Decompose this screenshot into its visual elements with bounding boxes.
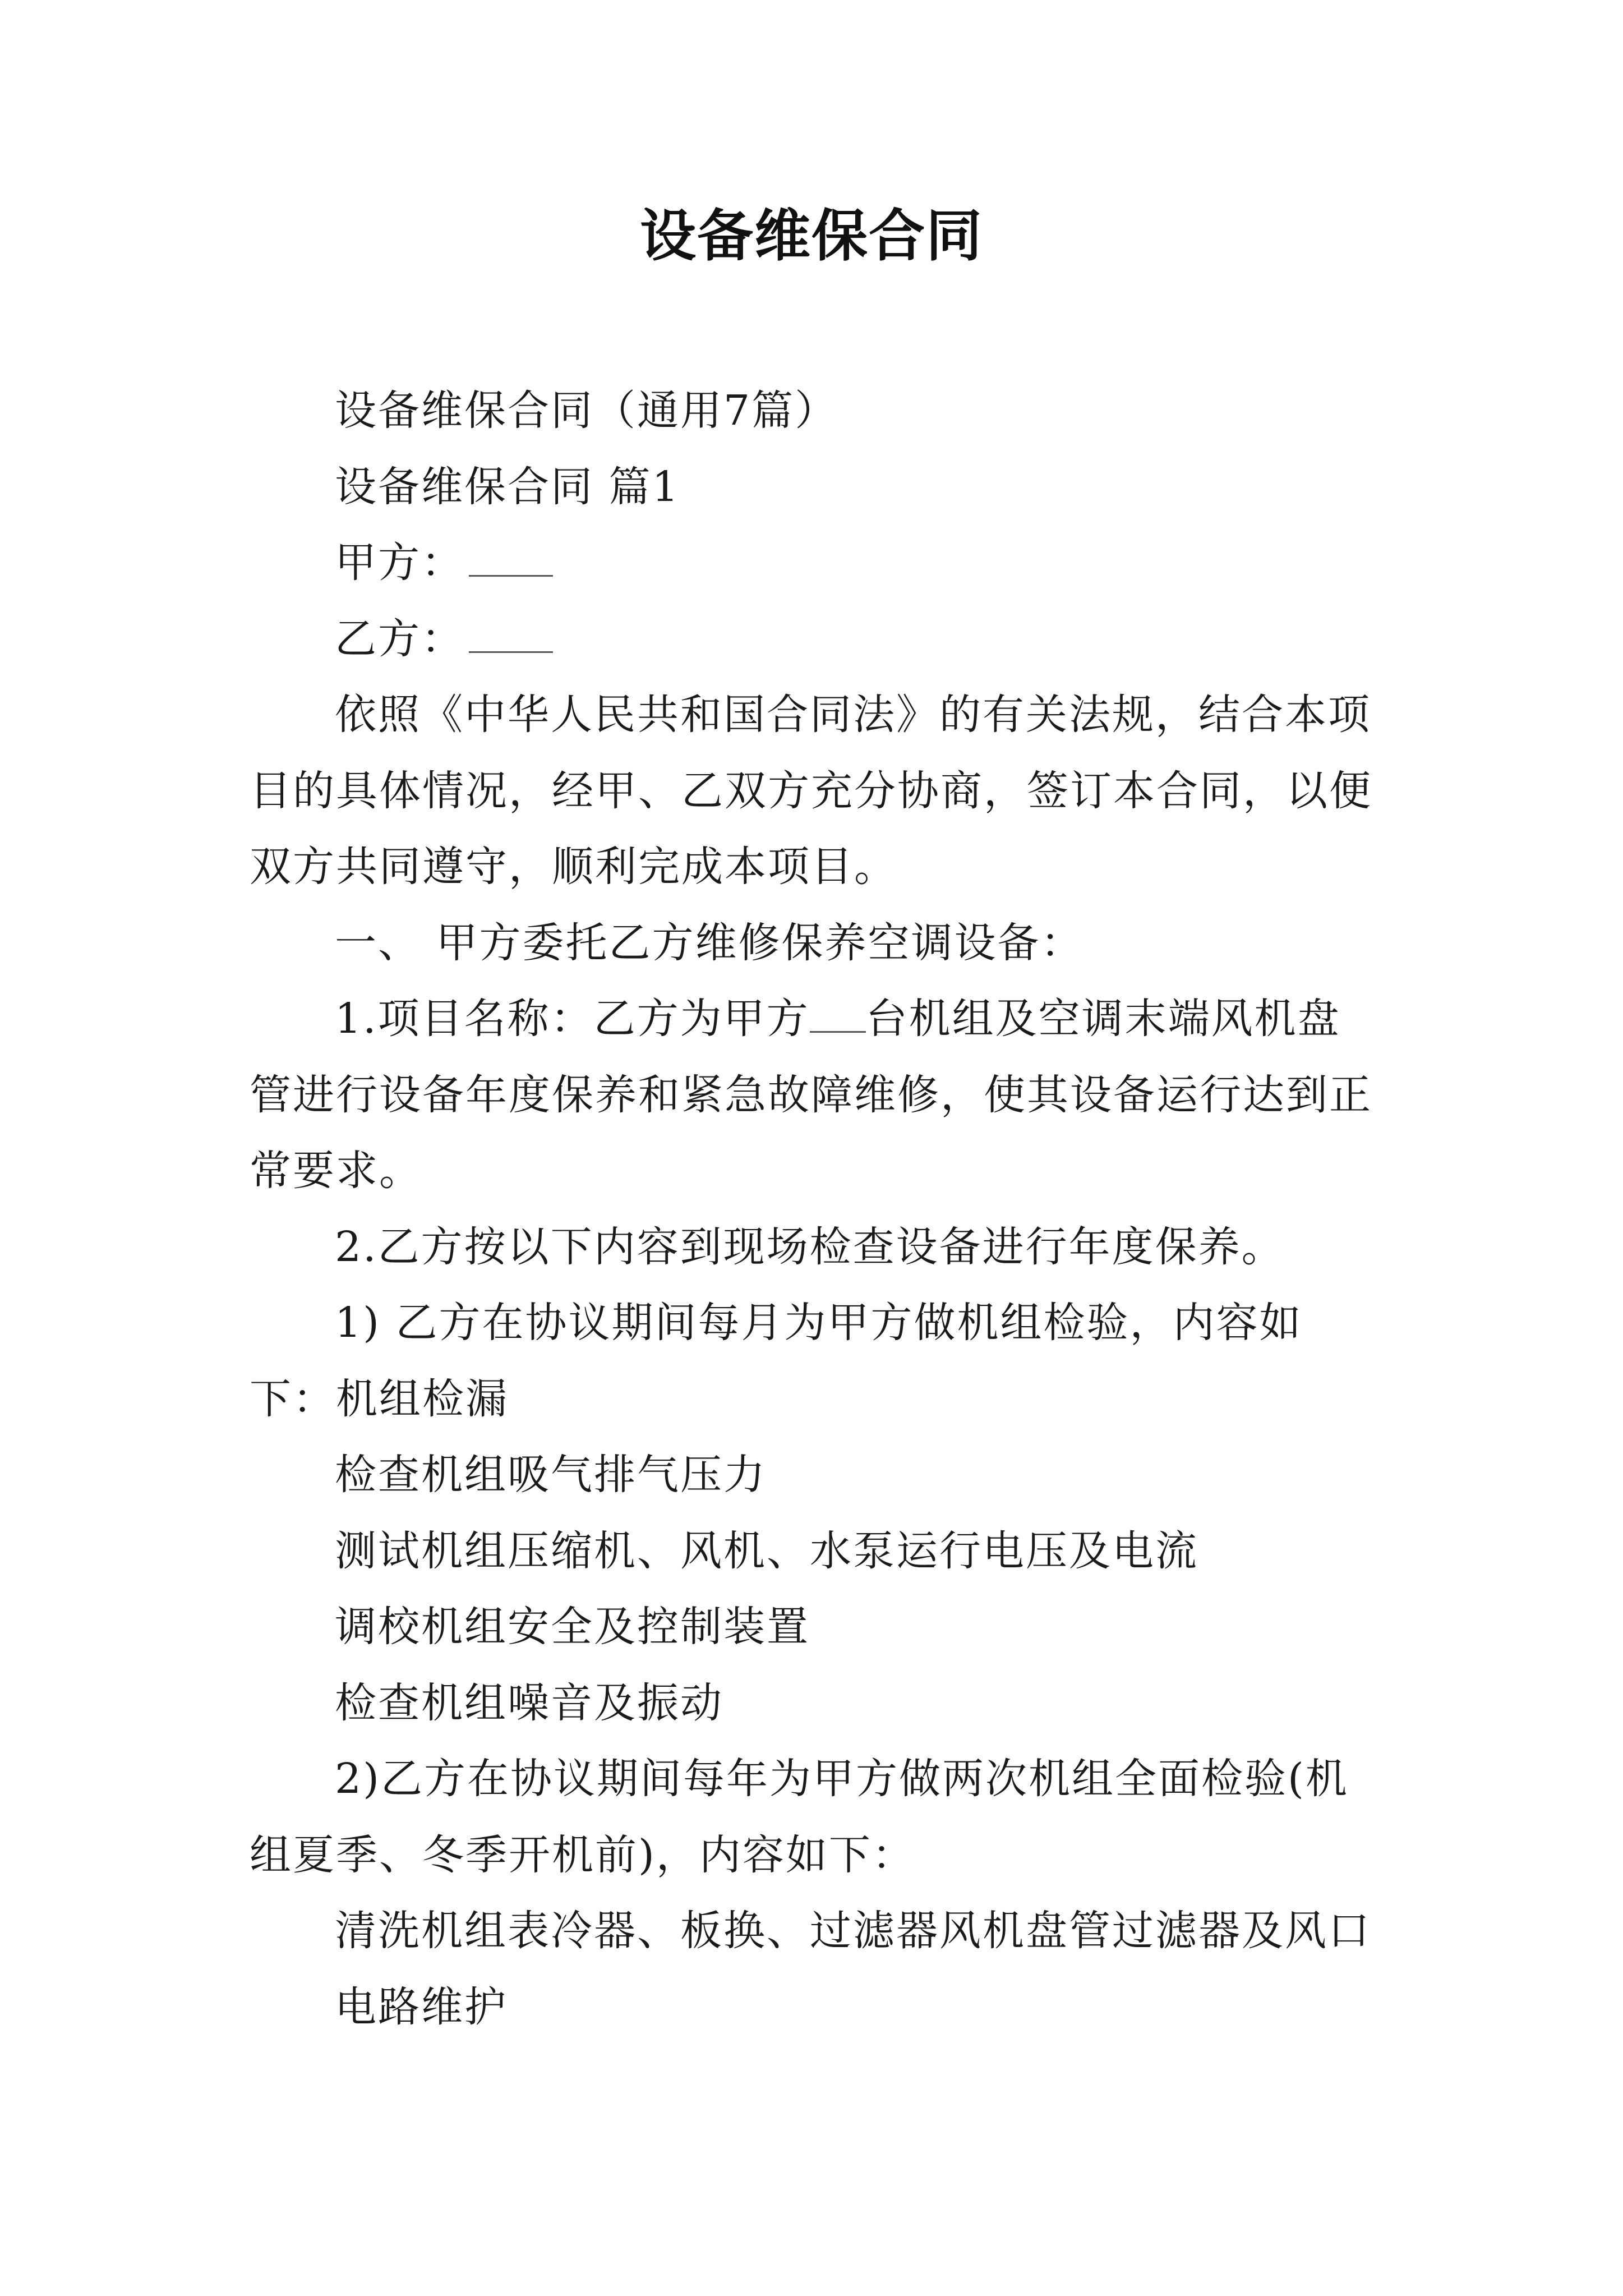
paragraph-party-b <box>250 601 1382 678</box>
list-item-safety-calibration: 调校机组安全及控制装置 <box>335 1603 810 1651</box>
party-a-blank <box>469 565 553 577</box>
paragraph-party-a <box>250 525 1382 601</box>
project-name-text-before: 1.项目名称：乙方为甲方 <box>335 995 810 1043</box>
document-body <box>250 373 1382 2045</box>
paragraph-project-name <box>250 981 1382 1209</box>
list-item-circuit-maintenance: 电路维护 <box>335 1982 508 2031</box>
paragraph-section-heading: 设备维保合同 篇1 <box>335 462 680 511</box>
list-item-cleaning: 清洗机组表冷器、板换、过滤器风机盘管过滤器及风口 <box>335 1907 1371 1955</box>
paragraph-clause-1: 一、 甲方委托乙方维修保养空调设备： <box>335 918 1084 967</box>
project-name-text-after: 台机组及空调末端风机盘管进行设备年度保养和紧急故障维修，使其设备运行达到正常要求。 <box>250 995 1372 1195</box>
paragraph-semiannual-inspection: 2)乙方在协议期间每年为甲方做两次机组全面检验(机组夏季、冬季开机前)，内容如下： <box>250 1755 1349 1879</box>
party-b-label: 乙方： <box>335 614 464 663</box>
party-a-label: 甲方： <box>335 539 464 587</box>
paragraph-preamble: 依照《中华人民共和国合同法》的有关法规，结合本项目的具体情况，经甲、乙双方充分协商，签订本合同，以便双方共同遵守，顺利完成本项目。 <box>250 691 1372 891</box>
list-item-noise-check: 检查机组噪音及振动 <box>335 1678 723 1727</box>
party-b-blank <box>469 641 553 653</box>
document-title: 设备维保合同 <box>640 203 983 269</box>
list-item-voltage-test: 测试机组压缩机、风机、水泵运行电压及电流 <box>335 1526 1198 1575</box>
paragraph-maintenance-content: 2.乙方按以下内容到现场检查设备进行年度保养。 <box>335 1222 1285 1271</box>
paragraph-monthly-inspection: 1) 乙方在协议期间每月为甲方做机组检验，内容如下：机组检漏 <box>250 1299 1303 1423</box>
paragraph-subtitle: 设备维保合同（通用7篇） <box>335 386 838 435</box>
unit-count-blank <box>810 1021 866 1033</box>
list-item-pressure-check: 检查机组吸气排气压力 <box>335 1451 767 1499</box>
